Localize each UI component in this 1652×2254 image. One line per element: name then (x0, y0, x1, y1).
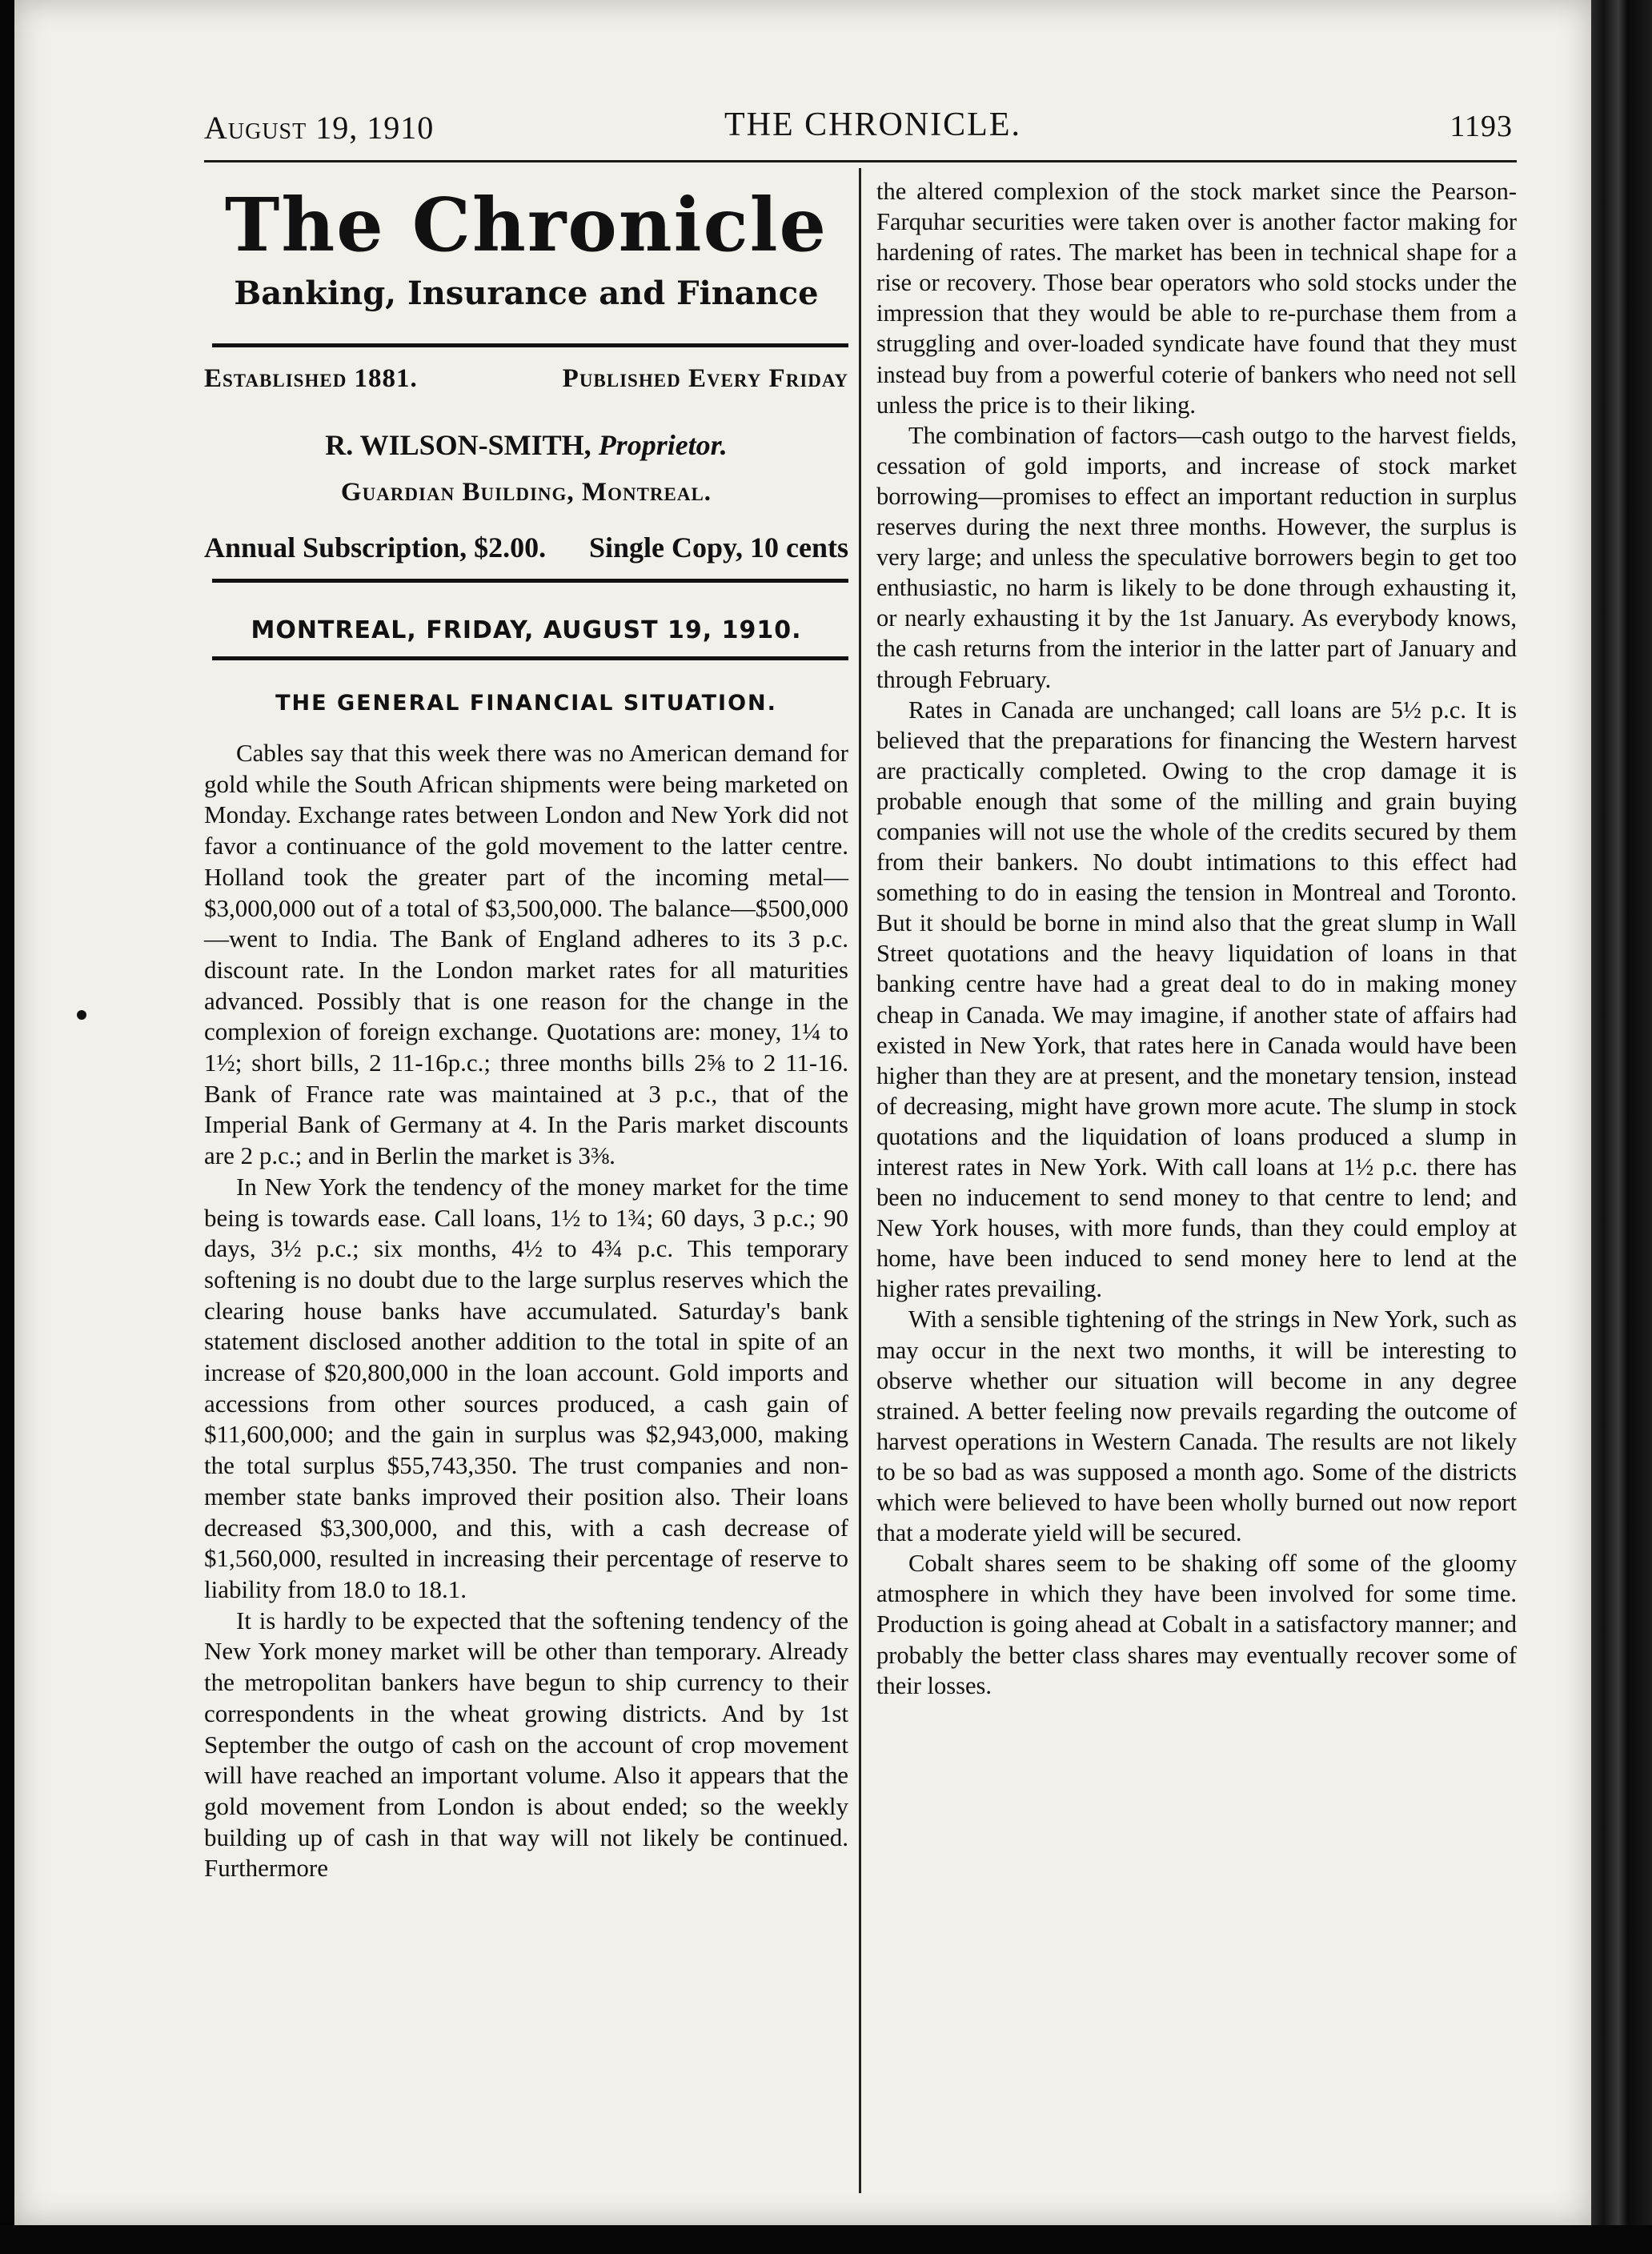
ink-spot (77, 1010, 86, 1020)
page-edge-right (1591, 0, 1652, 2254)
running-head-date: August 19, 1910 (204, 110, 435, 146)
address-line: Guardian Building, Montreal. (340, 478, 712, 507)
masthead-rule-1 (212, 343, 848, 347)
paragraph: Cobalt shares seem to be shaking off some of the gloomy atmosphere in which they have been involved for some time. Production is going ahead at Cobalt in a satisfactory manner; and probably the better class shares may eventually recover some of their losses. (876, 1550, 1517, 1699)
proprietor-name: R. WILSON-SMITH, (325, 429, 591, 461)
subscription-price: Annual Subscription, $2.00. (204, 531, 547, 564)
left-column-body (204, 738, 848, 1884)
paragraph-continuation: the altered complexion of the stock market since the Pearson-Farquhar securities were taken over is another factor making for hardening of rates. The market has been in technical shape for a rise or recovery. Those bear operators who sold stocks under the impression that they would be able to re-purchase them from a struggling and over-loaded syndicate have found that they must instead buy from a powerful coterie of bankers who need not sell unless the price is to their liking. (876, 178, 1517, 419)
dateline: MONTREAL, FRIDAY, AUGUST 19, 1910. (251, 616, 802, 644)
masthead-subtitle: Banking, Insurance and Finance (234, 275, 819, 312)
running-head (204, 104, 1513, 152)
paragraph: In New York the tendency of the money market for the time being is towards ease. Call loans, 1½ to 1¾; 60 days, 3 p.c.; 90 days, 3½ p.c.; six months, 4½ to 4¾ p.c. This temporary softening is no doubt due to the large surplus reserves which the clearing house banks have accumulated. Saturday's bank statement disclosed another addition to the total in spite of an increase of $20,800,000 in the loan account. Gold imports and accessions from other sources produced, a cash gain of $11,600,000; and the gain in surplus was $2,943,000, making the total surplus $55,743,350. The trust companies and non-member state banks improved their position also. Their loans decreased $3,300,000, and this, with a cash decrease of $1,560,000, resulted in increasing their percentage of reserve to liability from 18.0 to 18.1. (204, 1172, 848, 1603)
running-head-title: THE CHRONICLE. (724, 106, 1021, 143)
published-line: Published Every Friday (562, 364, 848, 393)
paragraph: Rates in Canada are unchanged; call loans are 5½ p.c. It is believed that the preparations for financing the Western harvest are practically completed. Owing to the crop damage it is probable enough that some of the milling and grain buying companies will not use the whole of the credits secured by them from their bankers. No doubt intimations to this effect had something to do in easing the tension in Montreal and Toronto. But it should be borne in mind also that the great slump in Wall Street quotations and the heavy liquidation of loans in that banking centre have had a great deal to do in making money cheap in Canada. We may imagine, if another state of affairs had existed in New York, that rates here in Canada would have been higher than they are at present, and the monetary tension, instead of decreasing, might have grown more acute. The slump in stock quotations and the liquidation of loans produced a slump in interest rates in New York. With call loans at 1½ p.c. there has been no inducement to send money to that centre to lend; and New York houses, with more funds, than they could employ at home, have been induced to send money here to lend at the higher rates prevailing. (876, 696, 1517, 1303)
established-line: Established 1881. (204, 364, 418, 393)
paragraph: Cables say that this week there was no American demand for gold while the South African shipments were being marketed on Monday. Exchange rates between London and New York did not favor a continuance of the gold movement to the latter centre. Holland took the greater part of the incoming metal—$3,000,000 out of a total of $3,500,000. The balance—$500,000—went to India. The Bank of England adheres to its 3 p.c. discount rate. In the London market rates for all maturities advanced. Possibly that is one reason for the change in the complexion of foreign exchange. Quotations are: money, 1¼ to 1½; short bills, 2 11-16p.c.; three months bills 2⅝ to 2 11-16. Bank of France rate was maintained at 3 p.c., that of the Imperial Bank of Germany at 4. In the Paris market discounts are 2 p.c.; and in Berlin the market is 3⅜. (204, 739, 848, 1170)
paragraph: It is hardly to be expected that the softening tendency of the New York money market will be other than temporary. Already the metropolitan bankers have begun to ship currency to their correspondents in the wheat growing districts. And by 1st September the outgo of cash on the account of crop movement will have reached an important volume. Also it appears that the gold movement from London is about ended; so the weekly building up of cash in that way will not likely be continued. Furthermore (204, 1606, 848, 1883)
article-title: THE GENERAL FINANCIAL SITUATION. (275, 691, 777, 716)
proprietor-line (204, 428, 848, 462)
proprietor-title: Proprietor. (598, 429, 728, 461)
paragraph: With a sensible tightening of the strings in New York, such as may occur in the next two months, it will be interesting to observe whether our situation will become in any degree strained. A better feeling now prevails regarding the outcome of harvest operations in Western Canada. The results are not likely to be so bad as was supposed a month ago. Some of the districts which were believed to have been wholly burned out now report that a moderate yield will be secured. (876, 1305, 1517, 1547)
single-copy-price: Single Copy, 10 cents (588, 531, 848, 564)
page-number: 1193 (1450, 110, 1513, 143)
masthead-rule-3 (212, 656, 848, 660)
paragraph: The combination of factors—cash outgo to the harvest fields, cessation of gold imports, and increase of stock market borrowing—promises to effect an important reduction in surplus reserves during the next three months. However, the surplus is very large; and unless the speculative borrowers begin to get too enthusiastic, no harm is likely to be done through exhausting it, or nearly exhausting it by the 1st January. As everybody knows, the cash returns from the interior in the latter part of January and through February. (876, 421, 1517, 693)
masthead-rule-2 (212, 579, 848, 583)
header-rule (204, 160, 1517, 162)
right-column-body (876, 176, 1517, 1701)
masthead-title: The Chronicle (224, 182, 828, 268)
page-edge-bottom (0, 2225, 1652, 2254)
column-divider (859, 168, 861, 2193)
